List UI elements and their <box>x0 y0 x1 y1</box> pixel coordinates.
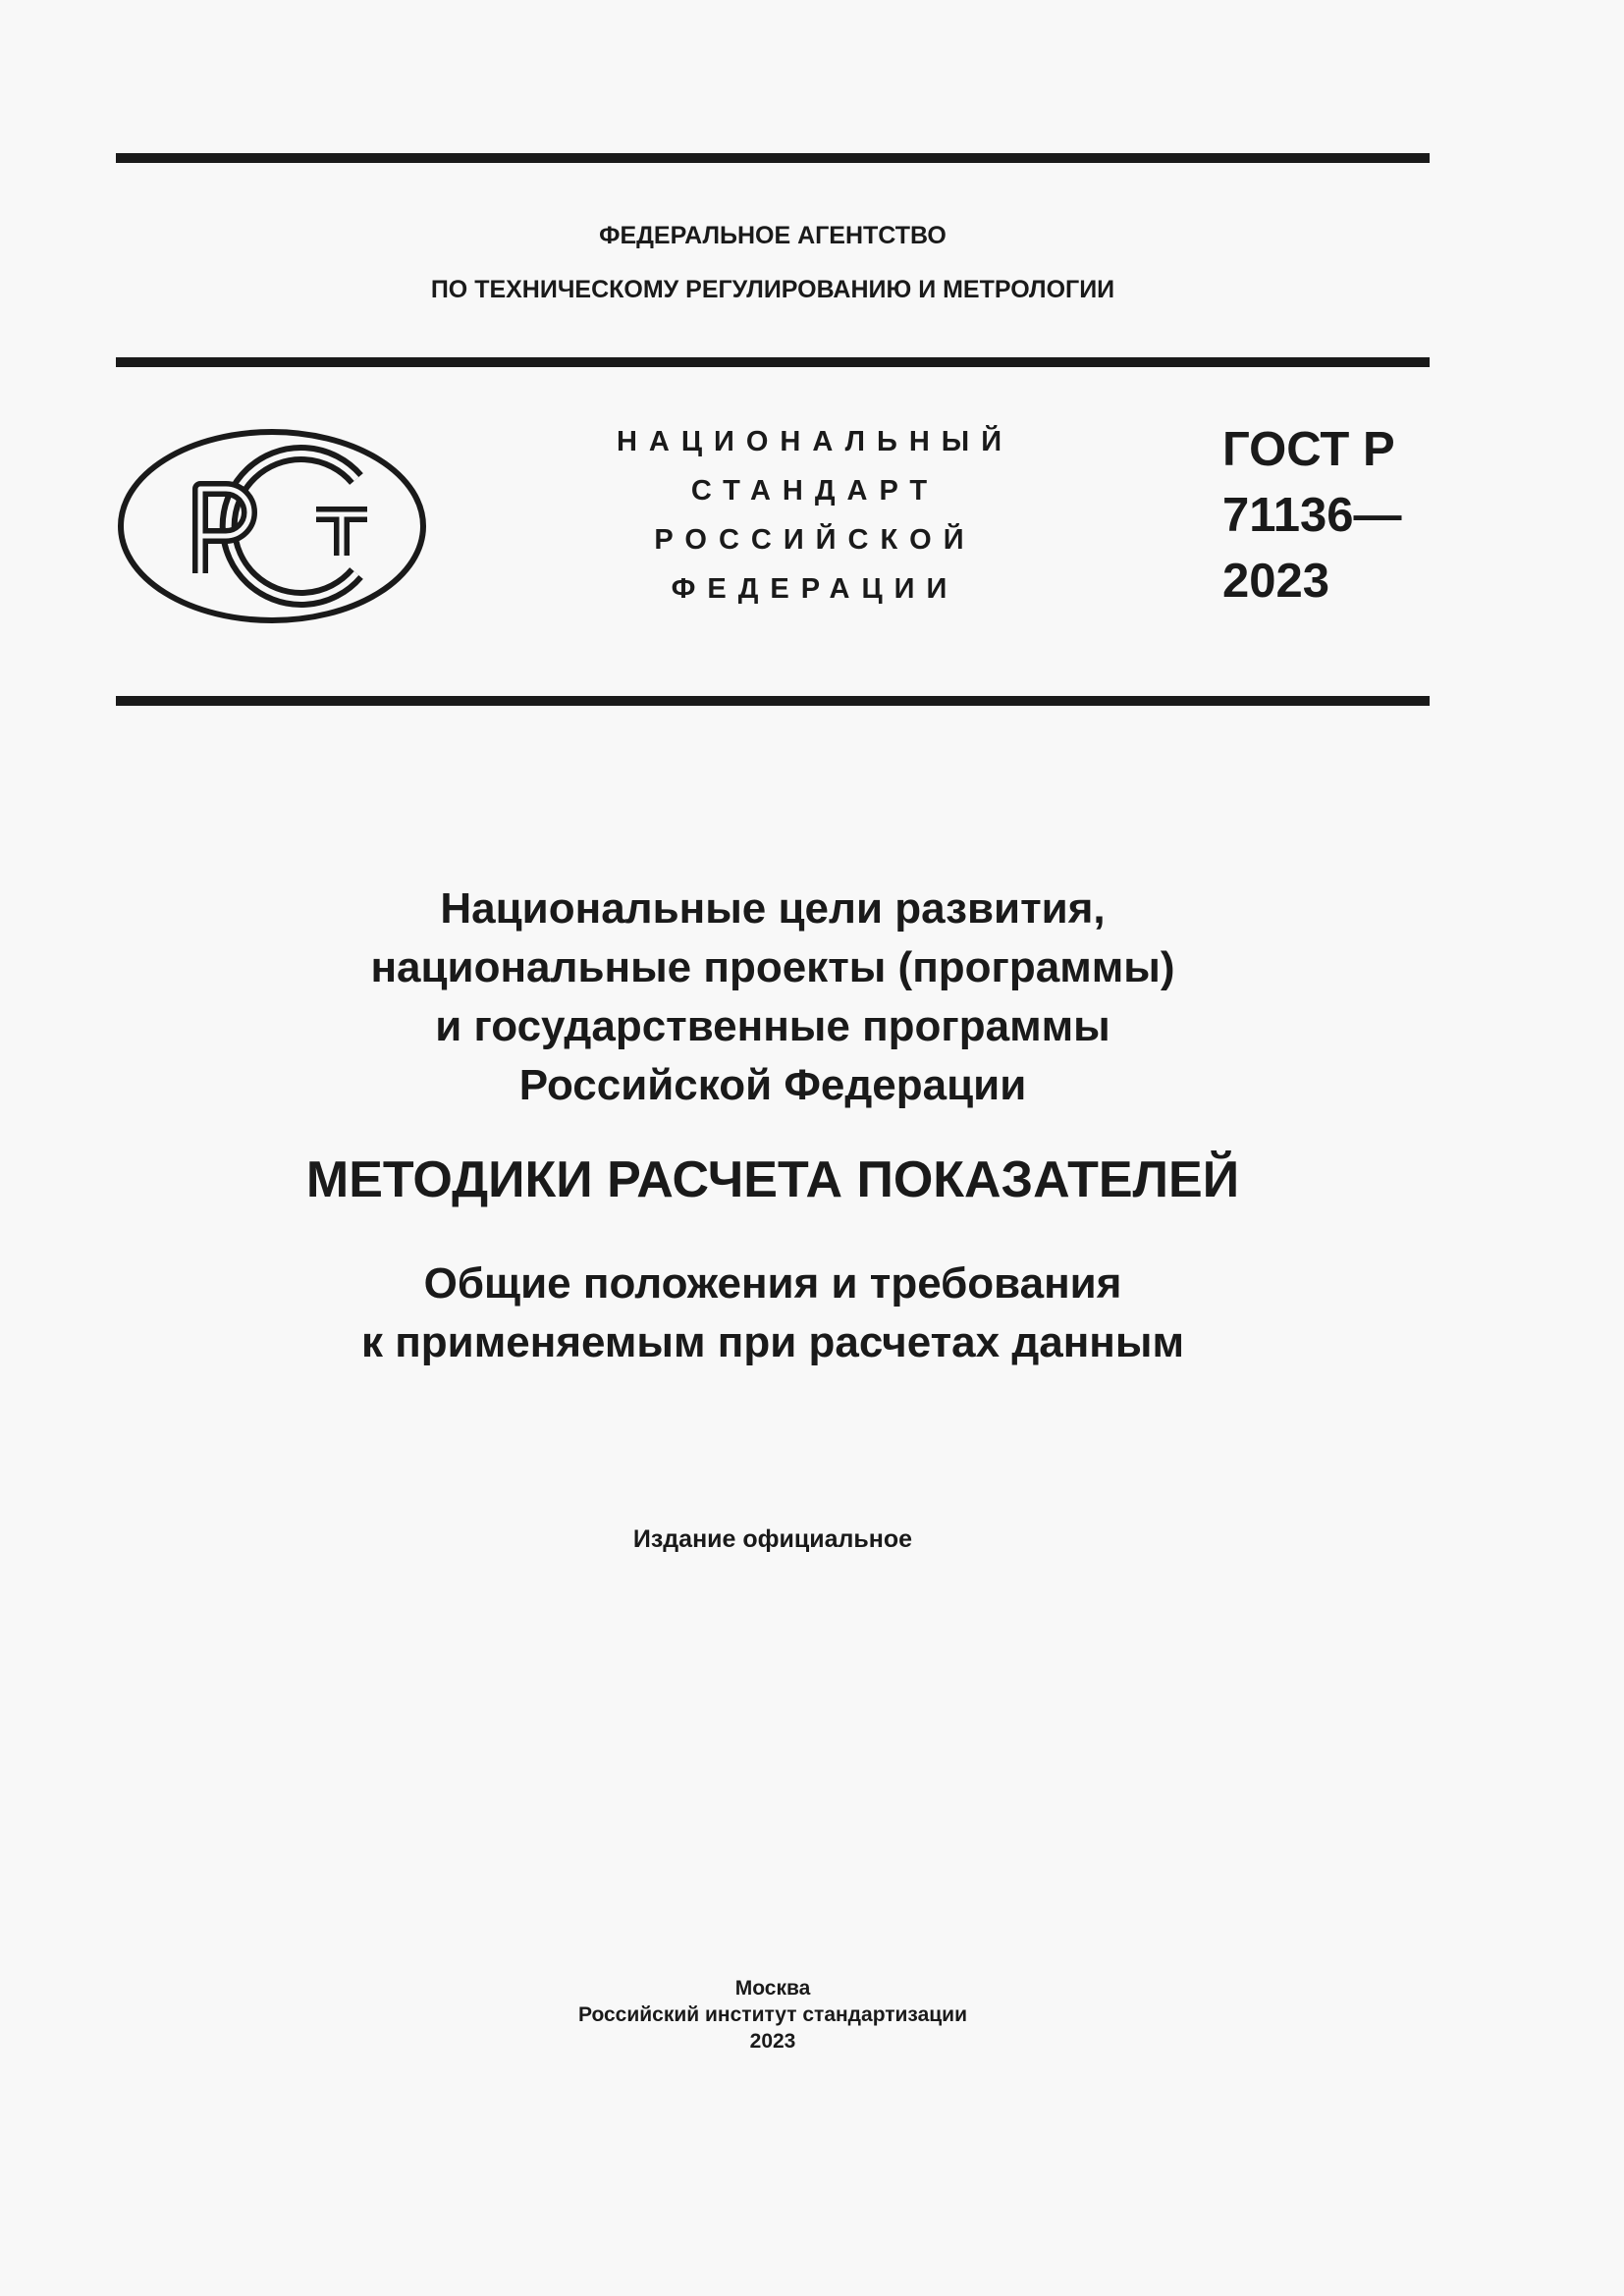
document-subtitle <box>116 1255 1430 1372</box>
standard-designation-line-3: 2023 <box>1222 555 1330 608</box>
title-line-4: Российской Федерации <box>518 1061 1027 1109</box>
document-subject-heading: МЕТОДИКИ РАСЧЕТА ПОКАЗАТЕЛЕЙ <box>305 1151 1240 1208</box>
standard-designation-line-2: 71136— <box>1222 489 1402 542</box>
rst-certification-mark-icon <box>116 428 428 624</box>
imprint-year: 2023 <box>749 2030 796 2053</box>
national-standard-line-1: НАЦИОНАЛЬНЫЙ <box>616 426 1014 457</box>
title-line-1: Национальные цели развития, <box>440 884 1106 933</box>
agency-line-1: ФЕДЕРАЛЬНОЕ АГЕНТСТВО <box>599 222 947 249</box>
imprint-city: Москва <box>734 1977 811 2000</box>
bottom-divider <box>116 696 1430 706</box>
document-title <box>116 880 1430 1115</box>
agency-line-2: ПО ТЕХНИЧЕСКОМУ РЕГУЛИРОВАНИЮ И МЕТРОЛОГИИ <box>430 276 1115 303</box>
national-standard-line-4: ФЕДЕРАЦИИ <box>671 573 959 605</box>
imprint-publisher: Российский институт стандартизации <box>577 2003 968 2026</box>
national-standard-line-3: РОССИЙСКОЙ <box>654 524 976 556</box>
standard-designation-line-1: ГОСТ Р <box>1222 423 1395 476</box>
middle-divider <box>116 357 1430 367</box>
subtitle-line-1: Общие положения и требования <box>423 1259 1122 1308</box>
national-standard-line-2: СТАНДАРТ <box>690 475 940 507</box>
imprint <box>116 1975 1430 2055</box>
title-line-2: национальные проекты (программы) <box>370 943 1175 991</box>
subtitle-line-2: к применяемым при расчетах данным <box>360 1318 1185 1366</box>
title-line-3: и государственные программы <box>435 1002 1110 1050</box>
top-divider <box>116 153 1430 163</box>
edition-note: Издание официальное <box>632 1525 913 1553</box>
